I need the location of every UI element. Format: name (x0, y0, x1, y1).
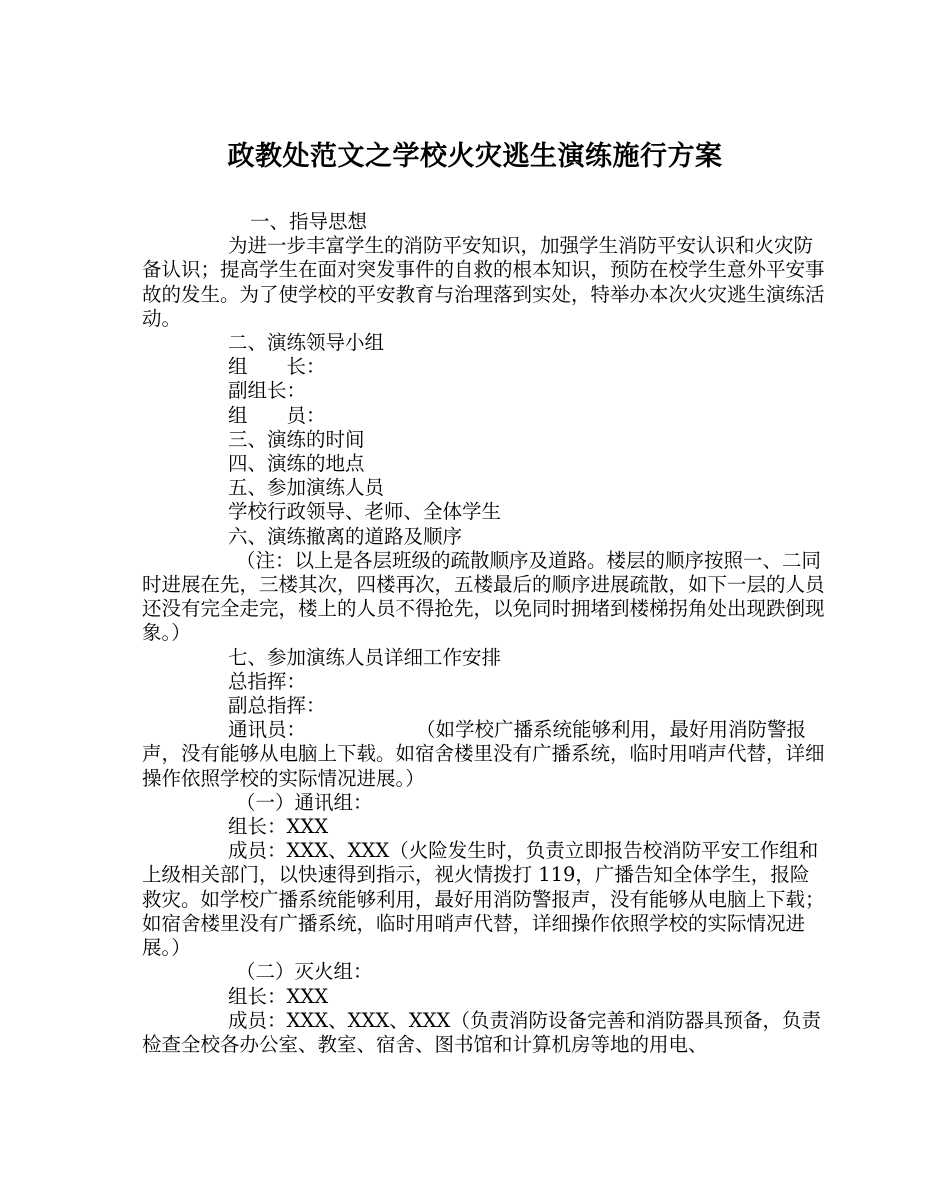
paragraph (142, 549, 828, 646)
field-label: 副组长： (228, 379, 307, 403)
field-label: 通讯员： (228, 718, 307, 742)
field-label: 组 长： (228, 355, 326, 379)
field-label: 组长：XXX (228, 984, 329, 1008)
field-label: 总指挥： (228, 669, 307, 693)
paragraph-text: 成员：XXX、XXX、XXX（负责消防设备完善和消防器具预备，负责检查全校各办公室、教室、宿舍、图书馆和计算机房等地的用电、 (142, 1008, 821, 1056)
paragraph (142, 718, 828, 791)
section-heading: 五、参加演练人员 (228, 476, 385, 500)
field-label: 组 员： (228, 403, 326, 427)
paragraph (142, 1009, 828, 1057)
section-heading: 三、演练的时间 (228, 427, 365, 451)
section-heading: 四、演练的地点 (228, 452, 365, 476)
note-text: （如学校广播系统能够利用，最好用消防警报声，没有能够从电脑上下载。如宿舍楼里没有广播系统，临时用哨声代替，详细操作依照学校的实际情况进展。） (142, 718, 825, 790)
section-heading: 一、指导思想 (250, 210, 368, 233)
paragraph-text: 为进一步丰富学生的消防平安知识，加强学生消防平安认识和火灾防备认识；提高学生在面对突发事件的自救的根本知识，预防在校学生意外平安事故的发生。为了使学校的平安教育与治理落到实处，特举办本次火灾逃生演练活动。 (142, 234, 825, 330)
section-heading: 二、演练领导小组 (228, 331, 385, 355)
group-heading: （二）灭火组： (236, 960, 373, 984)
section-heading: 七、参加演练人员详细工作安排 (228, 645, 502, 669)
paragraph-text: 学校行政领导、老师、全体学生 (228, 500, 502, 524)
field-label: 副总指挥： (228, 694, 326, 718)
document-title: 政教处范文之学校火灾逃生演练施行方案 (227, 141, 723, 172)
paragraph-text: 成员：XXX、XXX（火险发生时，负责立即报告校消防平安工作组和上级相关部门，以快速得到指示，视火情拨打 119，广播告知全体学生，报险救灾。如学校广播系统能够利用，最好用消防警报声，没有能够从电脑上下载；如宿舍楼里没有广播系统，临时用哨声代替，详细操作依照学校的实际情况进展。） (142, 839, 825, 960)
paragraph-text: （注：以上是各层班级的疏散顺序及道路。楼层的顺序按照一、二同时进展在先，三楼其次，四楼再次，五楼最后的顺序进展疏散，如下一层的人员还没有完全走完，楼上的人员不得抢先，以免同时拥堵到楼梯拐角处出现跌倒现象。） (142, 548, 825, 645)
section-heading: 六、演练撤离的道路及顺序 (228, 524, 463, 548)
paragraph (142, 234, 828, 331)
paragraph-text (142, 718, 828, 791)
document-body (142, 210, 828, 1057)
group-heading: （一）通讯组： (236, 790, 373, 814)
field-label: 组长：XXX (228, 815, 329, 839)
paragraph (142, 839, 828, 960)
